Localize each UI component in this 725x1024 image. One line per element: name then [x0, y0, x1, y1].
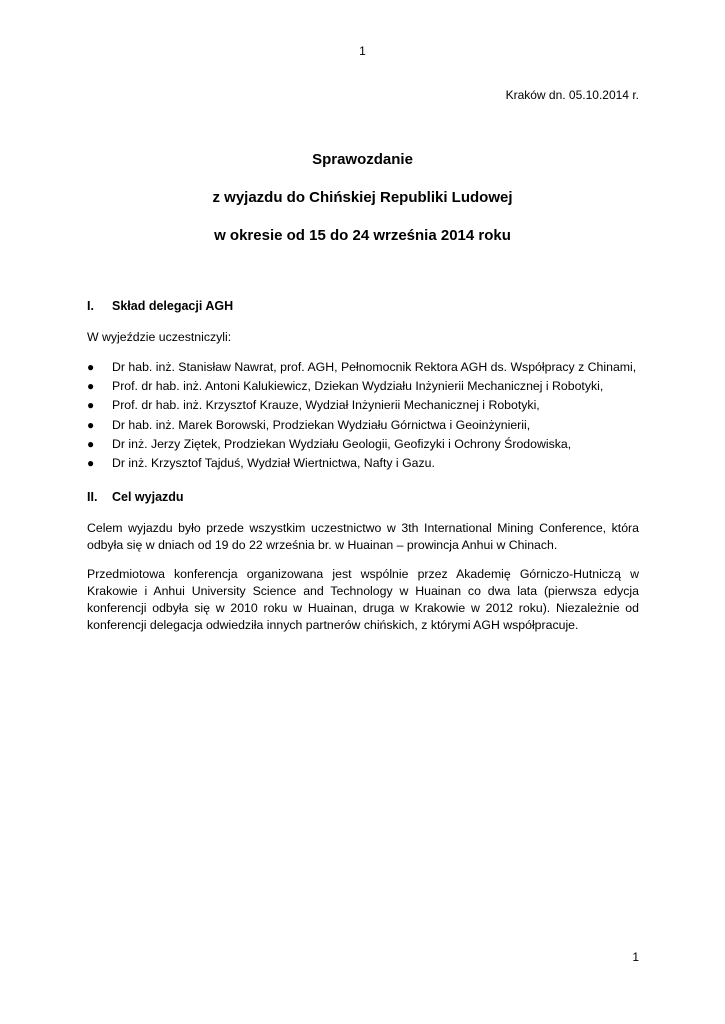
title-line-2: z wyjazdu do Chińskiej Republiki Ludowej	[212, 189, 513, 206]
report-body	[87, 298, 639, 646]
participants-list	[87, 358, 639, 473]
participant-text: Dr hab. inż. Stanisław Nawrat, prof. AGH, Pełnomocnik Rektora AGH ds. Współpracy z Chinami,	[112, 360, 637, 375]
section-1-title: Skład delegacji AGH	[112, 299, 234, 313]
header-page-number: 1	[359, 44, 366, 58]
section-1-number: I.	[87, 299, 94, 313]
list-item	[87, 396, 639, 415]
section-1-heading	[87, 298, 639, 315]
bullet-icon: ●	[87, 379, 95, 394]
list-item	[87, 435, 639, 454]
report-title	[0, 150, 725, 264]
list-item	[87, 416, 639, 435]
participant-text: Prof. dr hab. inż. Krzysztof Krauze, Wydział Inżynierii Mechanicznej i Robotyki,	[112, 398, 540, 413]
footer-page-number: 1	[632, 950, 639, 964]
bullet-icon: ●	[87, 417, 95, 432]
list-item	[87, 454, 639, 473]
purpose-paragraph-1: Celem wyjazdu było przede wszystkim uczestnictwo w 3th International Mining Conference, która odbyła się w dniach od 19 do 22 września br. w Huainan – prowincja Anhui w Chinach.	[87, 521, 639, 553]
bullet-icon: ●	[87, 456, 95, 471]
list-item	[87, 377, 639, 396]
place-and-date: Kraków dn. 05.10.2014 r.	[505, 88, 639, 102]
bullet-icon: ●	[87, 398, 95, 413]
list-item	[87, 358, 639, 377]
participant-text: Dr inż. Jerzy Ziętek, Prodziekan Wydziału Geologii, Geofizyki i Ochrony Środowiska,	[112, 436, 572, 451]
title-line-3: w okresie od 15 do 24 września 2014 roku	[214, 227, 511, 244]
section-2-number: II.	[87, 490, 98, 505]
bullet-icon: ●	[87, 360, 95, 375]
section-2-title: Cel wyjazdu	[112, 490, 184, 505]
bullet-icon: ●	[87, 436, 95, 451]
participant-text: Dr inż. Krzysztof Tajduś, Wydział Wiertnictwa, Nafty i Gazu.	[112, 456, 435, 471]
section-2-heading	[87, 489, 639, 506]
title-line-1: Sprawozdanie	[312, 151, 413, 168]
participant-text: Dr hab. inż. Marek Borowski, Prodziekan Wydziału Górnictwa i Geoinżynierii,	[112, 417, 531, 432]
participants-intro: W wyjeździe uczestniczyli:	[87, 330, 232, 344]
purpose-paragraph-2: Przedmiotowa konferencja organizowana jest wspólnie przez Akademię Górniczo-Hutniczą w Krakowie i Anhui University Science and Technology w Huainan co dwa lata (pierwsza edycja konferencji odbyła się w 2010 roku w Huainan, druga w Krakowie w 2012 roku). Niezależnie od konferencji delegacja odwiedziła innych partnerów chińskich, z którymi AGH współpracuje.	[87, 567, 639, 633]
participant-text: Prof. dr hab. inż. Antoni Kalukiewicz, Dziekan Wydziału Inżynierii Mechanicznej i Robotyki,	[112, 379, 604, 394]
